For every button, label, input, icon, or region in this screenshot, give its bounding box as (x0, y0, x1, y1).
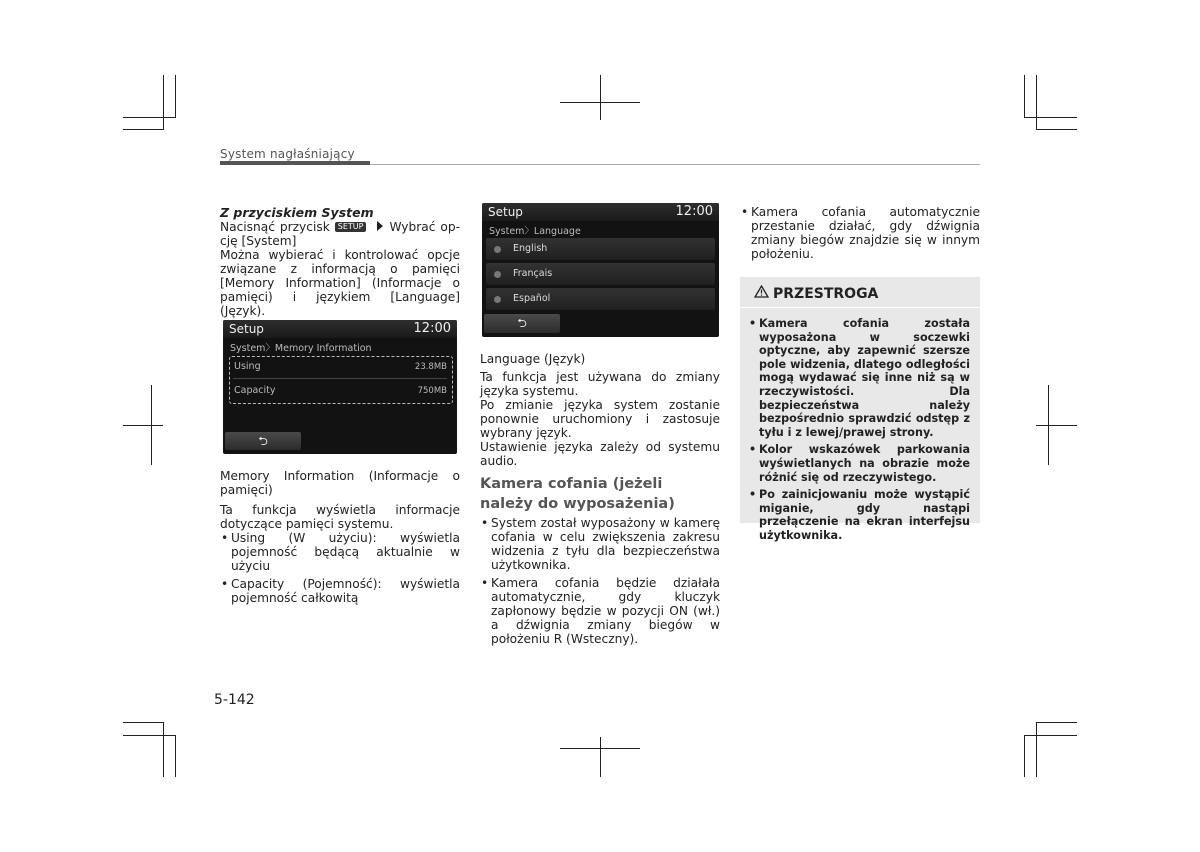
language-heading: Language (Język) (480, 352, 586, 366)
radio-icon (494, 246, 501, 253)
memory-info-screen (223, 320, 457, 454)
list-item: • Kamera cofania została wyposażona w soczewki optyczne, aby zapewnić szersze pole widzenia, dlatego odległości mogą wydawać się inne niż są w rzeczywistości. Dla bezpieczeństwa należy bezpośrednio sprawdzić odstęp z tyłu i z lewej/prawej strony. (748, 317, 970, 439)
using-value: 23.8MB (414, 362, 447, 372)
caution-title (754, 285, 878, 302)
back-button[interactable] (225, 432, 301, 450)
language-desc-3: Ustawienie języka zależy od systemu audio. (480, 440, 720, 468)
list-item: • Po zainicjowaniu może wystąpić miganie, gdy nastąpi przełączenie na ekran interfejsu użytkownika. (748, 488, 970, 542)
instruction-text (220, 220, 460, 248)
back-icon: ⮌ (258, 434, 268, 448)
column-2 (480, 352, 720, 650)
list-item: • System został wyposażony w kamerę cofania w celu zwiększenia zakresu widzenia z tyłu dla bezpieczeństwa użytkownika. (480, 516, 720, 572)
language-label: Français (513, 268, 553, 279)
header-rule (220, 161, 370, 165)
camera-heading: Kamera cofania (jeżeli należy do wyposażenia) (480, 476, 675, 512)
list-item: • Using (W użyciu): wyświetla pojemność będącą aktualnie w użyciu (220, 531, 460, 573)
warning-triangle-icon (754, 285, 769, 302)
page-number: 5-142 (214, 692, 255, 708)
screen-title: Setup (488, 205, 523, 219)
capacity-label: Capacity (234, 385, 276, 396)
column-1 (220, 206, 460, 318)
subheading-system-button: Z przyciskiem System (220, 205, 374, 220)
instruction-post: Wybrać op-cję [System] (220, 220, 461, 248)
screen-clock: 12:00 (675, 204, 713, 219)
language-option-english[interactable] (486, 238, 715, 260)
list-item: • Kolor wskazówek parkowania wyświetlanych na obrazie może różnić się od rzeczywistego. (748, 443, 970, 484)
language-option-francais[interactable] (486, 263, 715, 285)
column-1-lower (220, 469, 460, 609)
memory-language-paragraph: Można wybierać i kontrolować opcje związane z informacją o pamięci [Memory Information] (Informacje o pamięci) i językiem [Language] (Język). (220, 248, 460, 318)
language-screen (482, 203, 719, 337)
caution-box (740, 277, 980, 542)
language-desc-2: Po zmianie języka system zostanie ponownie uruchomiony i zastosuje wybrany język. (480, 398, 720, 440)
instruction-pre: Nacisnąć przycisk (220, 220, 330, 234)
memory-bullets (220, 531, 460, 605)
arrow-right-icon (377, 221, 383, 231)
setup-key-icon: SETUP (335, 222, 367, 232)
capacity-value: 750MB (417, 386, 447, 396)
list-item: • Kamera cofania automatycznie przestanie działać, gdy dźwignia zmiany biegów znajdzie się w innym położeniu. (740, 205, 980, 261)
list-item: • Kamera cofania będzie działała automatycznie, gdy kluczyk zapłonowy będzie w pozycji ON (wł.) a dźwignia zmiany biegów w położeniu R (Wsteczny). (480, 576, 720, 646)
memory-info-desc: Ta funkcja wyświetla informacje dotyczące pamięci systemu. (220, 503, 460, 531)
list-item: • Capacity (Pojemność): wyświetla pojemność całkowitą (220, 577, 460, 605)
caution-list (748, 317, 970, 547)
back-button[interactable] (484, 314, 560, 333)
camera-bullets (480, 516, 720, 646)
language-desc-1: Ta funkcja jest używana do zmiany języka systemu. (480, 370, 720, 398)
back-icon: ⮌ (517, 316, 527, 330)
screen-path: System〉Language (489, 226, 581, 237)
header-rule-thin (370, 164, 980, 165)
using-label: Using (234, 361, 261, 372)
caution-title-text: PRZESTROGA (773, 286, 879, 302)
chapter-title: System nagłaśniający (220, 147, 355, 161)
radio-icon (494, 271, 501, 278)
radio-icon (494, 296, 501, 303)
column-3 (740, 205, 980, 265)
screen-path: System〉Memory Information (230, 343, 372, 354)
screen-title: Setup (229, 322, 264, 336)
language-label: Español (513, 293, 551, 304)
memory-info-heading: Memory Information (Informacje o pamięci) (220, 469, 460, 497)
language-label: English (513, 243, 548, 254)
camera-bullets-cont (740, 205, 980, 261)
screen-clock: 12:00 (413, 321, 451, 336)
language-option-espanol[interactable] (486, 288, 715, 310)
